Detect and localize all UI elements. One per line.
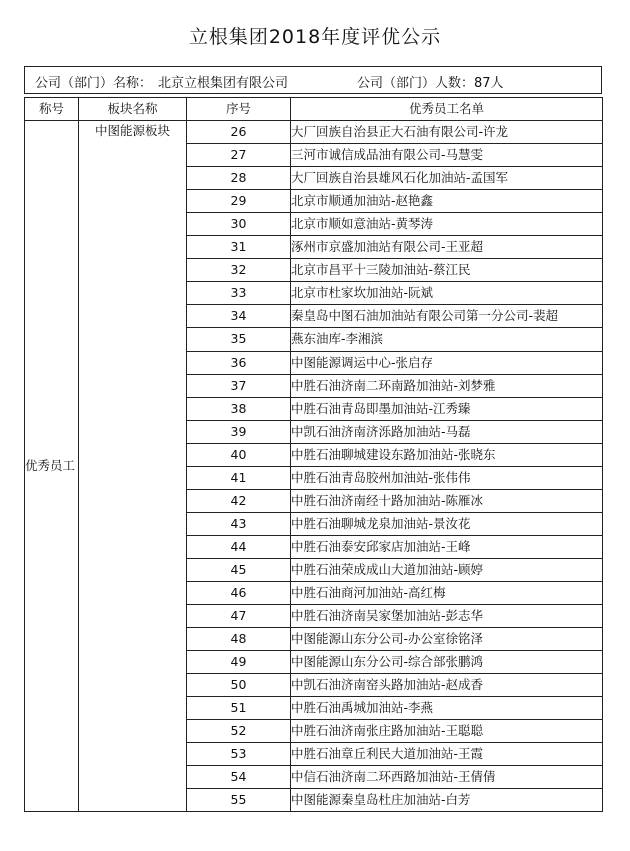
row-number: 33: [187, 282, 291, 305]
row-number: 26: [187, 121, 291, 144]
employee-entry: 北京市昌平十三陵加油站-蔡江民: [291, 259, 603, 282]
row-number: 45: [187, 558, 291, 581]
employee-entry: 中图能源调运中心-张启存: [291, 351, 603, 374]
row-number: 35: [187, 328, 291, 351]
row-number: 38: [187, 397, 291, 420]
row-number: 42: [187, 489, 291, 512]
row-number: 52: [187, 720, 291, 743]
row-number: 37: [187, 374, 291, 397]
row-number: 28: [187, 167, 291, 190]
row-number: 34: [187, 305, 291, 328]
employee-entry: 北京市杜家坎加油站-阮斌: [291, 282, 603, 305]
employee-entry: 中图能源山东分公司-办公室徐铭泽: [291, 628, 603, 651]
employee-entry: 中信石油济南二环西路加油站-王倩倩: [291, 766, 603, 789]
company-name: 北京立根集团有限公司: [158, 76, 289, 91]
table-row: [25, 121, 603, 144]
employee-entry: 中图能源山东分公司-综合部张鹏鸿: [291, 651, 603, 674]
employee-entry: 中胜石油青岛即墨加油站-江秀臻: [291, 397, 603, 420]
employee-entry: 中胜石油济南张庄路加油站-王聪聪: [291, 720, 603, 743]
row-number: 41: [187, 466, 291, 489]
employee-entry: 大厂回族自治县正大石油有限公司-许龙: [291, 121, 603, 144]
employee-entry: 中胜石油济南吴家堡加油站-彭志华: [291, 605, 603, 628]
company-info: [35, 72, 288, 91]
employee-entry: 中胜石油泰安邱家店加油站-王峰: [291, 535, 603, 558]
col-header-name: 优秀员工名单: [291, 98, 603, 121]
employee-entry: 涿州市京盛加油站有限公司-王亚超: [291, 236, 603, 259]
employee-entry: 中胜石油荣成成山大道加油站-顾婷: [291, 558, 603, 581]
headcount: 公司（部门）人数：87人: [357, 76, 504, 91]
employee-entry: 燕东油库-李湘滨: [291, 328, 603, 351]
row-number: 47: [187, 605, 291, 628]
company-label: 公司（部门）名称：: [35, 76, 153, 91]
row-number: 46: [187, 581, 291, 604]
col-header-section: 板块名称: [79, 98, 187, 121]
col-header-number: 序号: [187, 98, 291, 121]
employee-entry: 中胜石油禹城加油站-李燕: [291, 697, 603, 720]
row-number: 53: [187, 743, 291, 766]
employee-entry: 中凯石油济南济泺路加油站-马磊: [291, 420, 603, 443]
document-title: 立根集团2018年度评优公示: [188, 26, 442, 48]
table-body: [25, 121, 603, 812]
employee-entry: 中凯石油济南窑头路加油站-赵成香: [291, 674, 603, 697]
section-name: 中图能源板块: [79, 121, 187, 812]
row-number: 51: [187, 697, 291, 720]
row-number: 50: [187, 674, 291, 697]
employee-entry: 北京市顺通加油站-赵艳鑫: [291, 190, 603, 213]
row-number: 39: [187, 420, 291, 443]
row-number: 29: [187, 190, 291, 213]
award-table: [24, 97, 603, 812]
employee-entry: 北京市顺如意油站-黄琴涛: [291, 213, 603, 236]
employee-entry: 中胜石油章丘利民大道加油站-王霞: [291, 743, 603, 766]
col-header-title: 称号: [25, 98, 79, 121]
row-number: 30: [187, 213, 291, 236]
row-number: 40: [187, 443, 291, 466]
employee-entry: 中胜石油商河加油站-高红梅: [291, 581, 603, 604]
employee-entry: 大厂回族自治县雄风石化加油站-孟国军: [291, 167, 603, 190]
row-number: 43: [187, 512, 291, 535]
row-number: 27: [187, 144, 291, 167]
employee-entry: 三河市诚信成品油有限公司-马慧雯: [291, 144, 603, 167]
header-row: [25, 98, 603, 121]
employee-entry: 中胜石油济南经十路加油站-陈雁冰: [291, 489, 603, 512]
row-number: 32: [187, 259, 291, 282]
row-number: 54: [187, 766, 291, 789]
employee-entry: 中胜石油青岛胶州加油站-张伟伟: [291, 466, 603, 489]
row-number: 48: [187, 628, 291, 651]
employee-entry: 中胜石油聊城建设东路加油站-张晓东: [291, 443, 603, 466]
row-number: 55: [187, 789, 291, 812]
row-number: 31: [187, 236, 291, 259]
row-number: 36: [187, 351, 291, 374]
employee-entry: 中胜石油聊城龙泉加油站-景汝花: [291, 512, 603, 535]
row-number: 44: [187, 535, 291, 558]
employee-entry: 中图能源秦皇岛杜庄加油站-白芳: [291, 789, 603, 812]
employee-entry: 中胜石油济南二环南路加油站-刘梦雅: [291, 374, 603, 397]
row-number: 49: [187, 651, 291, 674]
company-info-row: [24, 66, 602, 94]
award-category: 优秀员工: [25, 121, 79, 812]
employee-entry: 秦皇岛中图石油加油站有限公司第一分公司-裴超: [291, 305, 603, 328]
